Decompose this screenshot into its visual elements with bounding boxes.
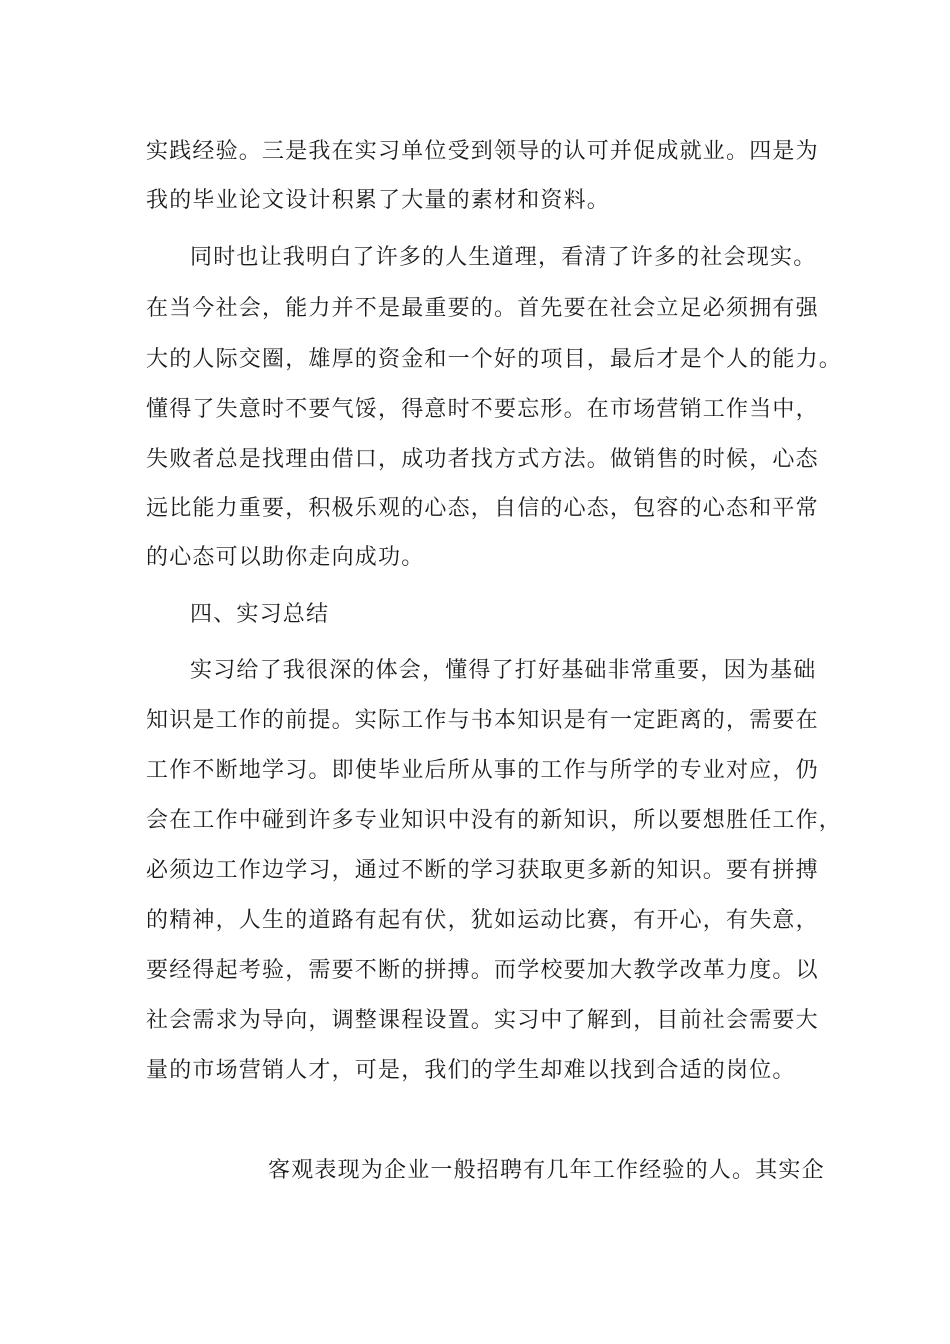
paragraph-line-20: 客观表现为企业一般招聘有几年工作经验的人。其实企 [268,1158,825,1183]
paragraph-line-15: 必须边工作边学习，通过不断的学习获取更多新的知识。要有拼搏 [146,858,819,883]
paragraph-line-16: 的精神，人生的道路有起有伏，犹如运动比赛，有开心，有失意， [146,908,819,933]
paragraph-line-14: 会在工作中碰到许多专业知识中没有的新知识，所以要想胜任工作， [146,808,843,833]
paragraph-line-2: 我的毕业论文设计积累了大量的素材和资料。 [146,188,611,213]
paragraph-line-7: 失败者总是找理由借口，成功者找方式方法。做销售的时候，心态 [146,447,819,472]
paragraph-line-8: 远比能力重要，积极乐观的心态，自信的心态，包容的心态和平常 [146,496,819,521]
paragraph-line-5: 大的人际交圈，雄厚的资金和一个好的项目，最后才是个人的能力。 [146,347,843,372]
paragraph-line-12: 知识是工作的前提。实际工作与书本知识是有一定距离的，需要在 [146,708,819,733]
paragraph-line-1: 实践经验。三是我在实习单位受到领导的认可并促成就业。四是为 [146,139,819,164]
paragraph-line-17: 要经得起考验，需要不断的拼搏。而学校要加大教学改革力度。以 [146,958,819,983]
paragraph-line-4: 在当今社会，能力并不是最重要的。首先要在社会立足必须拥有强 [146,296,819,321]
paragraph-line-19: 量的市场营销人才，可是，我们的学生却难以找到合适的岗位。 [146,1058,796,1083]
paragraph-line-18: 社会需求为导向，调整课程设置。实习中了解到，目前社会需要大 [146,1008,819,1033]
paragraph-line-6: 懂得了失意时不要气馁，得意时不要忘形。在市场营销工作当中， [146,397,819,422]
paragraph-line-11: 实习给了我很深的体会，懂得了打好基础非常重要，因为基础 [190,658,817,683]
section-heading: 四、实习总结 [190,602,330,627]
paragraph-line-9: 的心态可以助你走向成功。 [146,545,425,570]
paragraph-line-3: 同时也让我明白了许多的人生道理，看清了许多的社会现实。 [190,245,817,270]
paragraph-line-13: 工作不断地学习。即使毕业后所从事的工作与所学的专业对应，仍 [146,758,819,783]
